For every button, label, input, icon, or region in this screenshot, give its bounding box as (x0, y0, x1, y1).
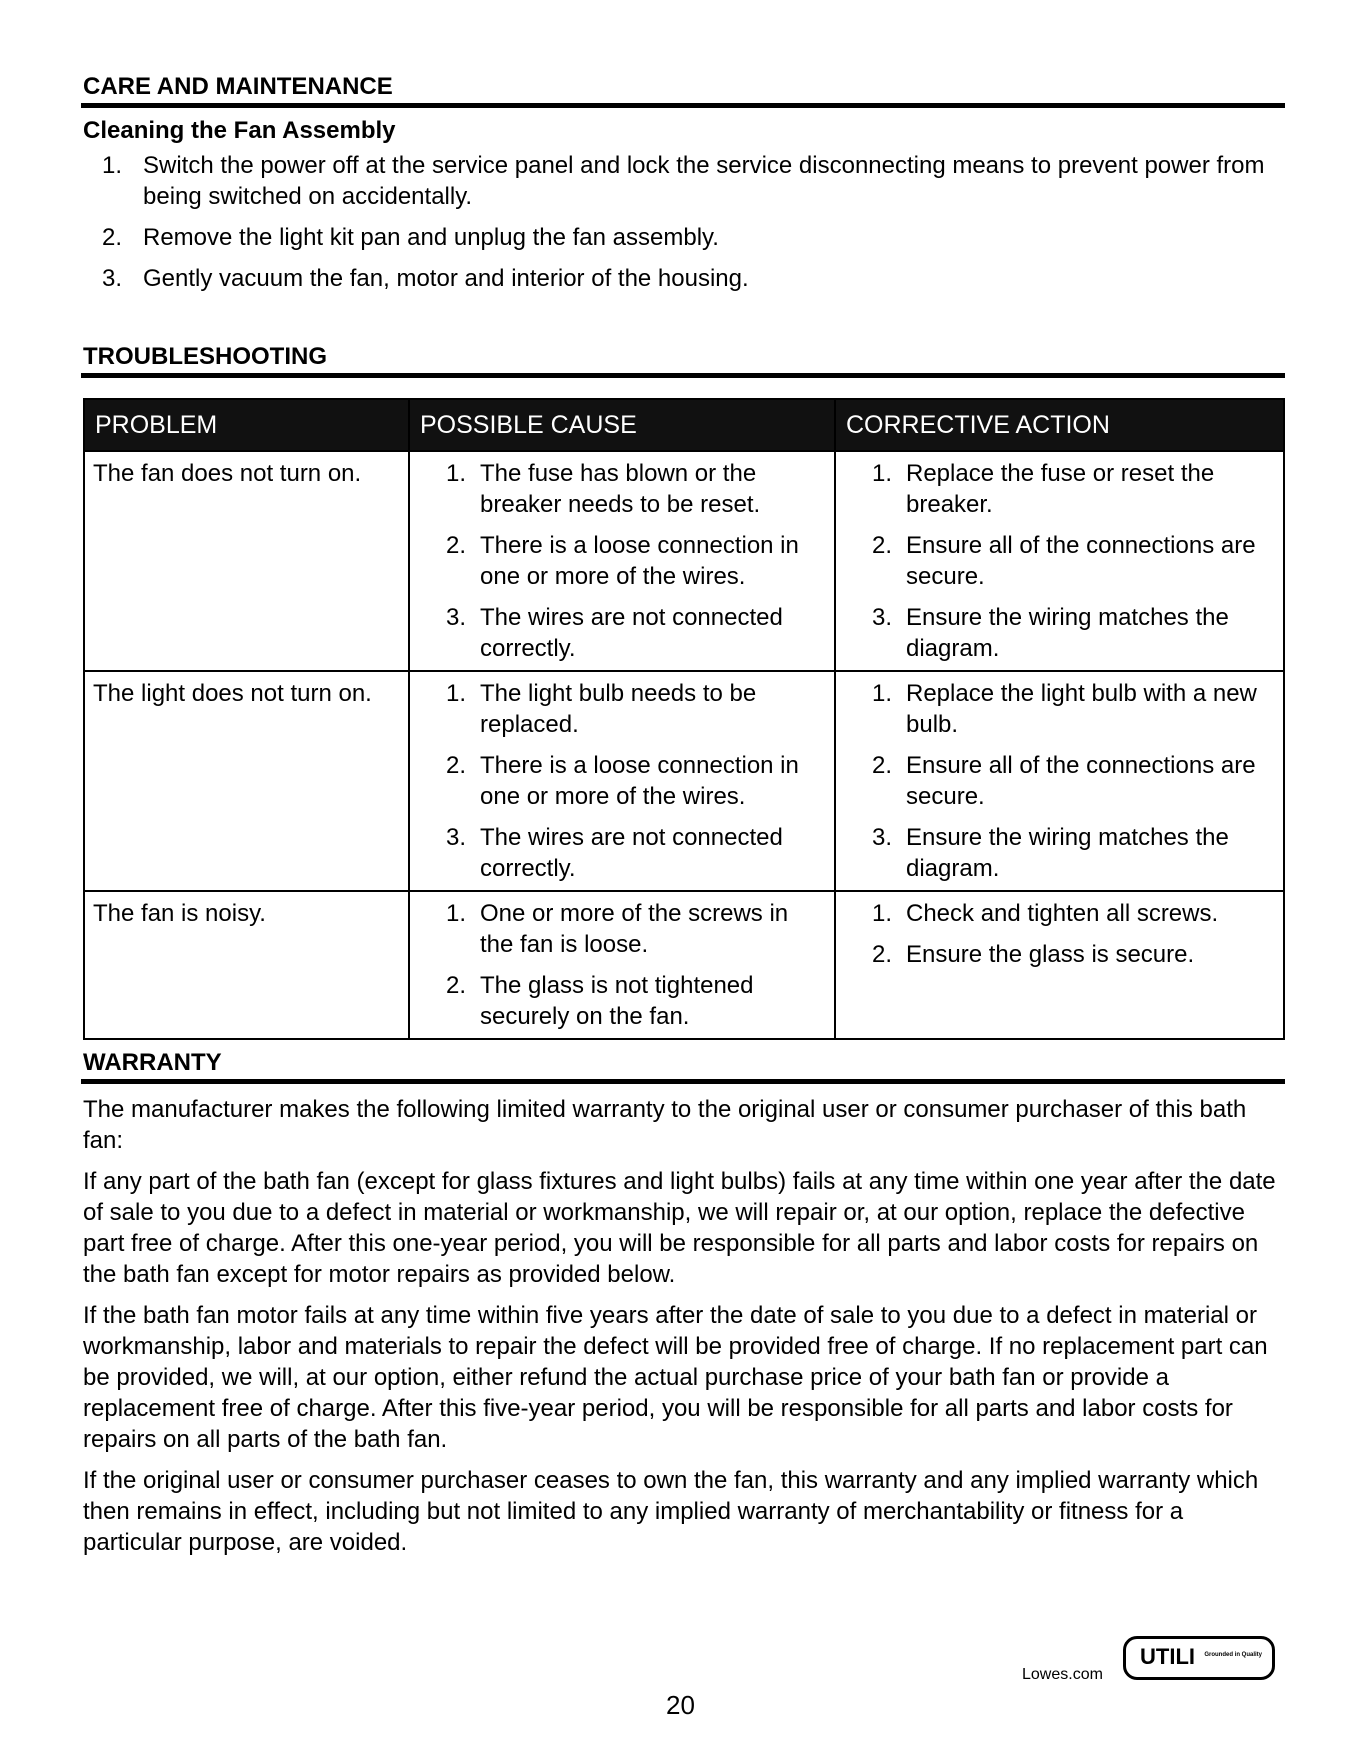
header-problem: PROBLEM (84, 399, 409, 451)
troubleshooting-heading: TROUBLESHOOTING (81, 342, 1285, 378)
list-item: 2. The glass is not tightened securely on the fan. (446, 972, 754, 1030)
list-item: 1. The fuse has blown or the breaker needs to be reset. (446, 460, 761, 518)
table-row (84, 451, 1284, 671)
cause-cell (409, 451, 835, 671)
problem-cell: The light does not turn on. (84, 671, 409, 891)
footer-site: Lowes.com (1022, 1666, 1103, 1683)
list-item: 3. Ensure the wiring matches the diagram. (872, 824, 1229, 882)
action-cell (835, 451, 1284, 671)
warranty-paragraph: The manufacturer makes the following limited warranty to the original user or consumer purchaser of this bath fan: (83, 1096, 1247, 1154)
list-item: 2. Ensure all of the connections are secure. (872, 532, 1256, 590)
header-action: CORRECTIVE ACTION (835, 399, 1284, 451)
table-header-row (84, 399, 1284, 451)
page-number: 20 (666, 1690, 695, 1720)
cleaning-subheading: Cleaning the Fan Assembly (83, 117, 396, 144)
warranty-body (83, 1094, 1283, 1558)
document-page (83, 72, 1283, 1558)
cause-cell (409, 891, 835, 1039)
care-heading: CARE AND MAINTENANCE (81, 72, 1285, 108)
list-item: 3. Gently vacuum the fan, motor and interior of the housing. (102, 265, 749, 292)
cause-cell (409, 671, 835, 891)
table-row (84, 671, 1284, 891)
warranty-heading: WARRANTY (81, 1048, 1285, 1084)
header-cause: POSSIBLE CAUSE (409, 399, 835, 451)
list-item: 1. One or more of the screws in the fan is loose. (446, 900, 789, 958)
problem-cell: The fan is noisy. (84, 891, 409, 1039)
list-item: 1. Switch the power off at the service panel and lock the service disconnecting means to prevent power from being switched on accidentally. (102, 152, 1265, 210)
utilitech-logo (1123, 1636, 1275, 1680)
list-item: 2. Ensure all of the connections are secure. (872, 752, 1256, 810)
action-cell (835, 891, 1284, 1039)
logo-tagline: Grounded in Quality (1204, 1652, 1262, 1658)
list-item: 3. The wires are not connected correctly. (446, 824, 783, 882)
cleaning-steps (83, 150, 1283, 294)
list-item: 2. Remove the light kit pan and unplug the fan assembly. (102, 224, 719, 251)
list-item: 1. Check and tighten all screws. (872, 900, 1219, 927)
action-cell (835, 671, 1284, 891)
warranty-paragraph: If any part of the bath fan (except for glass fixtures and light bulbs) fails at any time within one year after the date of sale to you due to a defect in material or workmanship, we will repair or, at our option, replace the defective part free of charge. After this one-year period, you will be responsible for all parts and labor costs for repairs on the bath fan except for motor repairs as provided below. (83, 1168, 1276, 1288)
list-item: 1. The light bulb needs to be replaced. (446, 680, 757, 738)
warranty-paragraph: If the bath fan motor fails at any time within five years after the date of sale to you due to a defect in material or workmanship, labor and materials to repair the defect will be provided free of charge. If no replacement part can be provided, we will, at our option, either refund the actual purchase price of your bath fan or provide a replacement free of charge. After this five-year period, you will be responsible for all parts and labor costs for repairs on all parts of the bath fan. (83, 1302, 1268, 1453)
list-item: 3. The wires are not connected correctly. (446, 604, 783, 662)
table-row (84, 891, 1284, 1039)
list-item: 2. Ensure the glass is secure. (872, 941, 1195, 968)
list-item: 2. There is a loose connection in one or more of the wires. (446, 752, 799, 810)
list-item: 3. Ensure the wiring matches the diagram. (872, 604, 1229, 662)
list-item: 1. Replace the fuse or reset the breaker. (872, 460, 1215, 518)
list-item: 1. Replace the light bulb with a new bulb. (872, 680, 1257, 738)
troubleshooting-table (83, 398, 1285, 1040)
logo-text: UTILI (1140, 1644, 1195, 1669)
problem-cell: The fan does not turn on. (84, 451, 409, 671)
warranty-paragraph: If the original user or consumer purchaser ceases to own the fan, this warranty and any implied warranty which then remains in effect, including but not limited to any implied warranty of merchantability or fitness for a particular purpose, are voided. (83, 1467, 1259, 1556)
list-item: 2. There is a loose connection in one or more of the wires. (446, 532, 799, 590)
